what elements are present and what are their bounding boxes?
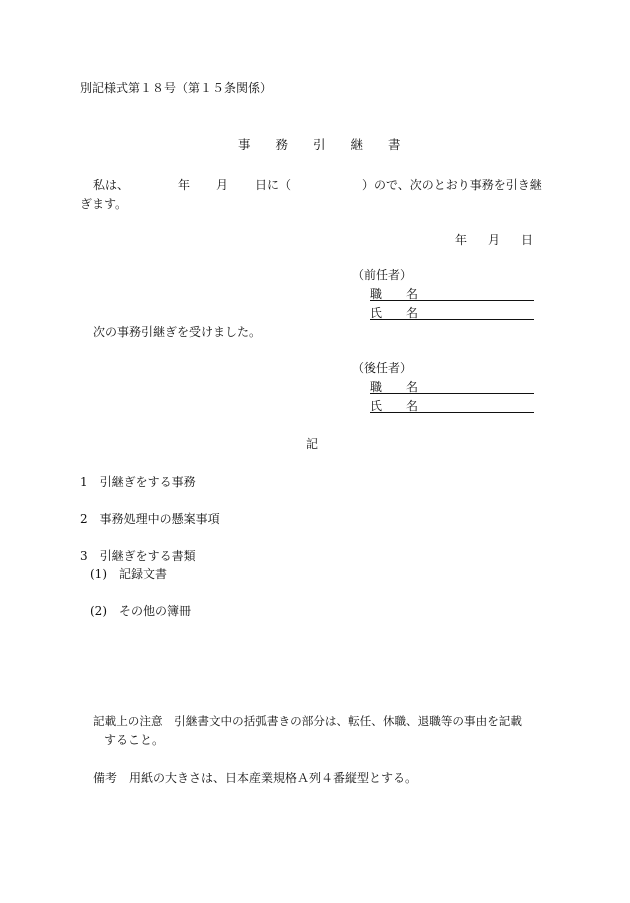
predecessor-name-line (370, 319, 534, 320)
predecessor-heading: （前任者） (352, 268, 413, 282)
list-subitem-2: (2) その他の簿冊 (90, 604, 191, 618)
date-year: 年 (455, 233, 468, 247)
date-month: 月 (488, 233, 501, 247)
ki-heading: 記 (306, 437, 319, 451)
statement-year: 年 (178, 178, 191, 192)
received-statement: 次の事務引継ぎを受けました。 (93, 325, 262, 339)
list-item-2: 2 事務処理中の懸案事項 (80, 512, 220, 526)
statement-month: 月 (216, 178, 229, 192)
successor-heading: （後任者） (352, 361, 413, 375)
bikou-note: 備考 用紙の大きさは、日本産業規格Ａ列４番縦型とする。 (93, 771, 418, 785)
predecessor-position-label: 職 名 (370, 287, 419, 301)
caution-note-line2: すること。 (104, 733, 165, 747)
list-item-3: 3 引継ぎをする書類 (80, 549, 196, 563)
successor-position-line (370, 393, 534, 394)
list-item-1: 1 引継ぎをする事務 (80, 475, 196, 489)
document-title: 事 務 引 継 書 (238, 137, 401, 152)
statement-reason-tail: ）ので、次のとおり事務を引き継 (362, 178, 542, 192)
predecessor-position-line (370, 300, 534, 301)
form-number: 別記様式第１８号（第１５条関係） (80, 81, 273, 95)
date-day: 日 (521, 233, 534, 247)
successor-name-line (370, 412, 534, 413)
list-subitem-1: (1) 記録文書 (90, 567, 167, 581)
caution-note-line1: 記載上の注意 引継書文中の括弧書きの部分は、転任、休職、退職等の事由を記載 (93, 714, 522, 728)
successor-position-label: 職 名 (370, 380, 419, 394)
successor-name-label: 氏 名 (370, 399, 419, 413)
statement-prefix: 私は、 (93, 178, 130, 192)
statement-day: 日に（ (255, 178, 292, 192)
predecessor-name-label: 氏 名 (370, 306, 419, 320)
statement-line2: ぎます。 (80, 197, 128, 211)
